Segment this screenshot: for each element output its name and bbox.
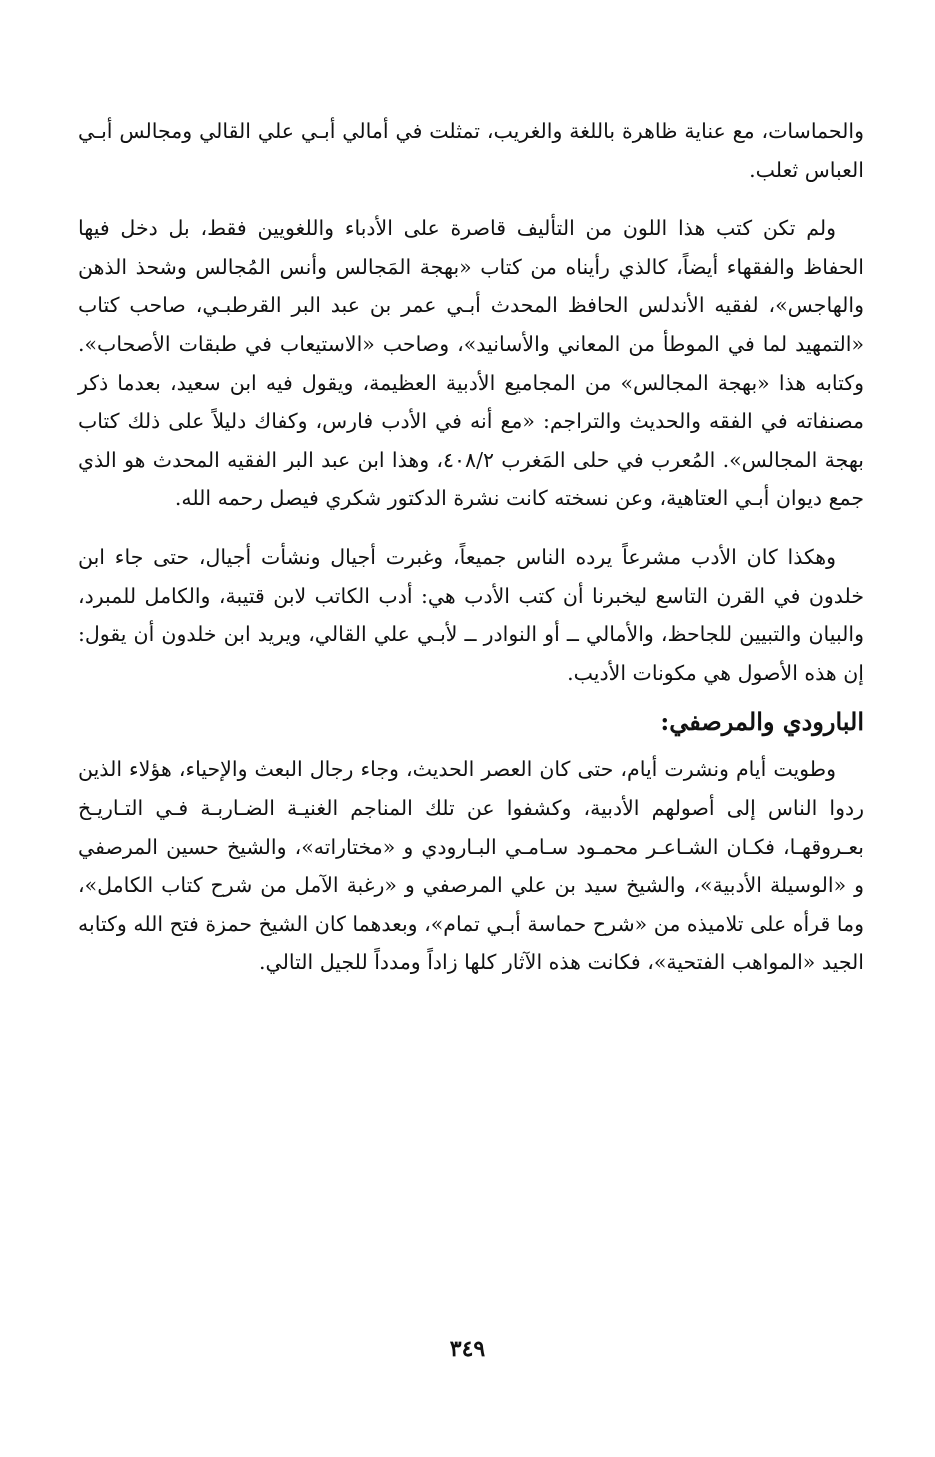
paragraph-3: وهكذا كان الأدب مشرعاً يرده الناس جميعاً، وغبرت أجيال ونشأت أجيال، حتى جاء ابن خلدون في القرن التاسع ليخبرنا أن كتب الأدب هي: أدب الكاتب لابن قتيبة، والكامل للمبرد، والبيان والتبيين للجاحظ، والأمالي ــ أو النوادر ــ لأبـي علي القالي، ويريد ابن خلدون أن يقول: إن هذه الأصول هي مكونات الأديب. [78,544,864,685]
paragraph-spacer [78,518,864,538]
paragraph-2: ولم تكن كتب هذا اللون من التأليف قاصرة على الأدباء واللغويين فقط، بل دخل فيها الحفاظ والفقهاء أيضاً، كالذي رأيناه من كتاب «بهجة المَجالس وأنس المُجالس وشحذ الذهن والهاجس»، لفقيه الأندلس الحافظ المحدث أبـي عمر بن عبد البر القرطبـي، صاحب كتاب «التمهيد لما في الموطأ من المعاني والأسانيد»، وصاحب «الاستيعاب في طبقات الأصحاب». وكتابه هذا «بهجة المجالس» من المجاميع الأدبية العظيمة، ويقول فيه ابن سعيد، بعدما ذكر مصنفاته في الفقه والحديث والتراجم: «مع أنه في الأدب فارس، وكفاك دليلاً على ذلك كتاب بهجة المجالس». المُعرب في حلى المَغرب ٤٠٨/٢، وهذا ابن عبد البر الفقيه المحدث هو الذي جمع ديوان أبـي العتاهية، وعن نسخته كانت نشرة الدكتور شكري فيصل رحمه الله. [78,216,864,511]
section-heading: البارودي والمرصفي: [660,707,864,737]
paragraph-4: وطويت أيام ونشرت أيام، حتى كان العصر الحديث، وجاء رجال البعث والإحياء، هؤلاء الذين ردوا الناس إلى أصولهم الأدبية، وكشفوا عن تلك المناجم الغنيـة الضـاربـة فـي التـاريـخ بعـروقهـا، فكـان الشـاعـر محمـود سـامـي البـارودي و «مختاراته»، والشيخ حسين المرصفي و «الوسيلة الأدبية»، والشيخ سيد بن علي المرصفي و «رغبة الآمل من شرح كتاب الكامل»، وما قرأه على تلاميذه من «شرح حماسة أبـي تمام»، وبعدهما كان الشيخ حمزة فتح الله وكتابه الجيد «المواهب الفتحية»، فكانت هذه الآثار كلها زاداً ومدداً للجيل التالي. [78,757,864,975]
page-number: ٣٤٩ [449,1336,486,1362]
paragraph-spacer [78,189,864,209]
paragraph-1: والحماسات، مع عناية ظاهرة باللغة والغريب، تمثلت في أمالي أبـي علي القالي ومجالس أبـي العباس ثعلب. [78,119,864,182]
document-page [78,112,864,982]
